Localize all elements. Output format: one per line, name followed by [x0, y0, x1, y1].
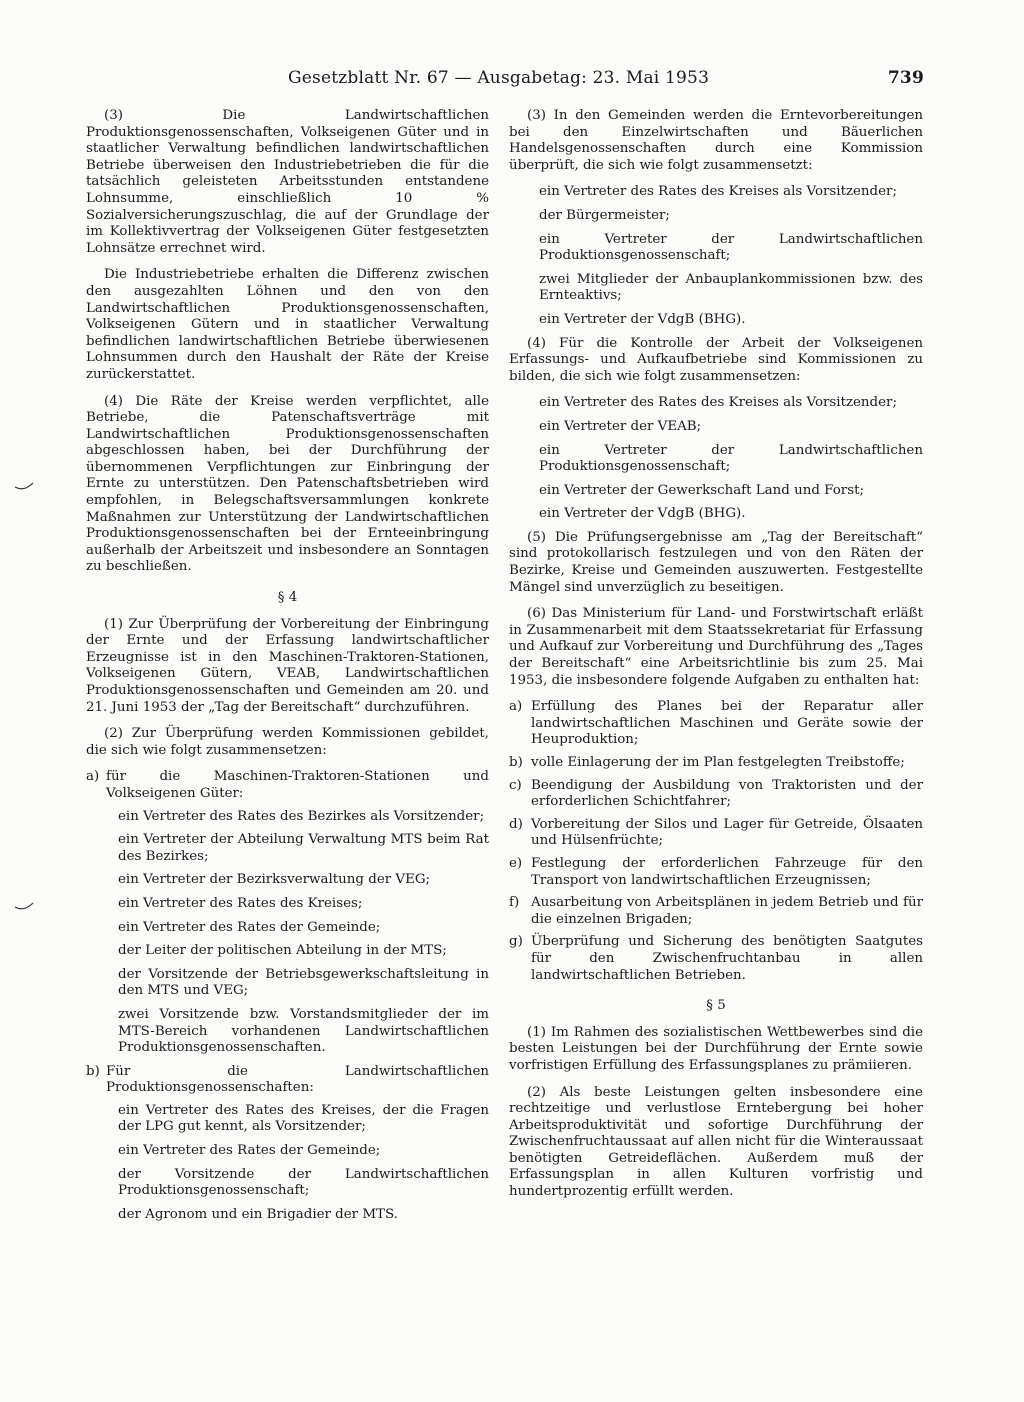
member-item: der Vorsitzende der Betriebsgewerkschaftsleitung in den MTS und VEG;: [118, 966, 489, 999]
member-item: ein Vertreter der Landwirtschaftlichen Produktionsgenossenschaft;: [539, 231, 923, 264]
paragraph: (2) Als beste Leistungen gelten insbesondere eine rechtzeitige und verlustlose Erntebergung bei hoher Arbeitsproduktivität und sofortige Durchführung der Zwischenfruchtaussaat auf allen nicht für die Winteraussaat benötigten Getreideflächen. Außerdem muß der Erfassungsplan in allen Kulturen vorfristig und hundertprozentig erfüllt werden.: [509, 1084, 923, 1200]
task-text: Ausarbeitung von Arbeitsplänen in jedem Betrieb und für die einzelnen Brigaden;: [531, 895, 923, 927]
task-text: Erfüllung des Planes bei der Reparatur aller landwirtschaftlichen Maschinen und Geräte sowie der Heuproduktion;: [531, 699, 923, 748]
member-item: der Leiter der politischen Abteilung in der MTS;: [118, 943, 447, 959]
right-column: [509, 108, 923, 1211]
paragraph: (5) Die Prüfungsergebnisse am „Tag der Bereitschaft“ sind protokollarisch festzulegen und von den Räten der Bezirke, Kreise und Gemeinden auszuwerten. Festgestellte Mängel sind unverzüglich zu beseitigen.: [509, 529, 923, 595]
task-marker: g): [509, 934, 523, 950]
page-number: 739: [887, 68, 924, 88]
paragraph: Die Industriebetriebe erhalten die Differenz zwischen den ausgezahlten Löhnen und den von den Landwirtschaftlichen Produktionsgenossenschaften, Volkseigenen Gütern und in staatlicher Verwaltung befindlichen landwirtschaftlichen Betriebe überwiesenen Lohnsummen durch den Haushalt der Räte der Kreise zurückerstattet.: [86, 267, 489, 382]
task-marker: e): [509, 855, 523, 871]
member-item: ein Vertreter des Rates des Bezirkes als Vorsitzender;: [118, 808, 485, 824]
member-item: ein Vertreter der Abteilung Verwaltung MTS beim Rat des Bezirkes;: [118, 832, 489, 864]
member-item: ein Vertreter des Rates der Gemeinde;: [118, 1143, 381, 1159]
task-marker: a): [509, 699, 523, 715]
task-item: [509, 934, 923, 984]
member-item: zwei Vorsitzende bzw. Vorstandsmitglieder der im MTS-Bereich vorhandenen Landwirtschaftlichen Produktionsgenossenschaften.: [118, 1006, 489, 1056]
task-item: [509, 699, 923, 749]
task-item: [509, 817, 923, 850]
task-text: Festlegung der erforderlichen Fahrzeuge für den Transport von landwirtschaftlichen Erzeugnissen;: [531, 855, 923, 888]
member-item: ein Vertreter des Rates der Gemeinde;: [118, 919, 381, 935]
paragraph: (1) Im Rahmen des sozialistischen Wettbewerbes sind die besten Leistungen bei der Durchführung der Ernte sowie vorfristigen Erfüllung des Erfassungsplanes zu prämiieren.: [509, 1024, 923, 1073]
section-heading-4: § 4: [277, 590, 298, 606]
task-marker: c): [509, 777, 522, 793]
task-text: Beendigung der Ausbildung von Traktoristen und der erforderlichen Schichtfahrer;: [531, 777, 923, 810]
task-marker: b): [509, 755, 523, 770]
task-item: [509, 755, 923, 772]
task-item: [509, 895, 923, 928]
member-item: zwei Mitglieder der Anbauplankommissionen bzw. des Ernteaktivs;: [539, 271, 923, 304]
member-item: ein Vertreter des Rates des Kreises als Vorsitzender;: [539, 395, 897, 411]
member-item: ein Vertreter der Landwirtschaftlichen Produktionsgenossenschaft;: [539, 442, 923, 475]
task-text: Überprüfung und Sicherung des benötigten Saatgutes für den Zwischenfruchtanbau in allen landwirtschaftlichen Betrieben.: [531, 934, 923, 983]
list-item: [86, 1064, 489, 1097]
list-marker: a): [86, 769, 100, 785]
member-item: ein Vertreter des Rates des Kreises;: [118, 895, 363, 911]
paragraph: (6) Das Ministerium für Land- und Forstwirtschaft erläßt in Zusammenarbeit mit dem Staatssekretariat für Erfassung und Aufkauf zur Vorbereitung und Durchführung des „Tages der Bereitschaft“ eine Arbeitsrichtlinie bis zum 25. Mai 1953, die insbesondere folgende Aufgaben zu enthalten hat:: [509, 606, 923, 688]
margin-mark-icon: [14, 902, 34, 912]
margin-mark-icon: [14, 482, 34, 492]
paragraph: (3) In den Gemeinden werden die Erntevorbereitungen bei den Einzelwirtschaften und Bäuerlichen Handelsgenossenschaften durch eine Kommission überprüft, die sich wie folgt zusammensetzt:: [509, 108, 923, 173]
paragraph: (2) Zur Überprüfung werden Kommissionen gebildet, die sich wie folgt zusammensetzen:: [86, 726, 489, 758]
paragraph: (1) Zur Überprüfung der Vorbereitung der Einbringung der Ernte und der Erfassung landwirtschaftlicher Erzeugnisse ist in den Maschinen-Traktoren-Stationen, Volkseigenen Gütern, VEAB, Landwirtschaftlichen Produktionsgenossenschaften und Gemeinden am 20. und 21. Juni 1953 der „Tag der Bereitschaft“ durchzuführen.: [86, 616, 489, 715]
list-marker: b): [86, 1063, 100, 1079]
member-item: ein Vertreter der Gewerkschaft Land und Forst;: [539, 482, 864, 498]
list-item: [86, 769, 489, 802]
task-marker: d): [509, 816, 523, 832]
paragraph: (4) Die Räte der Kreise werden verpflichtet, alle Betriebe, die Patenschaftsverträge mit Landwirtschaftlichen Produktionsgenossenschaften abgeschlossen haben, bei der Durchführung der übernommenen Verpflichtungen zur Einbringung der Ernte zu unterstützen. Den Patenschaftsbetrieben wird empfohlen, in Belegschaftsversammlungen konkrete Maßnahmen zur Unterstützung der Landwirtschaftlichen Produktionsgenossenschaften bei der Ernteeinbringung außerhalb der Arbeitszeit und insbesondere an Sonntagen zu beschließen.: [86, 393, 489, 575]
paragraph: (4) Für die Kontrolle der Arbeit der Volkseigenen Erfassungs- und Aufkaufbetriebe sind Kommissionen zu bilden, die sich wie folgt zusammensetzen:: [509, 335, 923, 384]
task-text: Vorbereitung der Silos und Lager für Getreide, Ölsaaten und Hülsenfrüchte;: [531, 816, 923, 849]
task-item: [509, 856, 923, 889]
left-column: [86, 108, 489, 1230]
member-item: der Vorsitzende der Landwirtschaftlichen Produktionsgenossenschaft;: [118, 1166, 489, 1199]
list-text: Für die Landwirtschaftlichen Produktionsgenossenschaften:: [106, 1063, 489, 1096]
task-item: [509, 778, 923, 811]
paragraph: (3) Die Landwirtschaftlichen Produktionsgenossenschaften, Volkseigenen Güter und in staatlicher Verwaltung befindlichen landwirtschaftlichen Betriebe überweisen den Industriebetrieben die für die tatsächlich geleisteten Arbeitsstunden entstandene Lohnsumme, einschließlich 10 % Sozialversicherungszuschlag, die auf der Grundlage der im Kollektivvertrag der Volkseigenen Güter festgesetzten Lohnsätze errechnet wird.: [86, 108, 489, 256]
member-item: ein Vertreter der Bezirksverwaltung der VEG;: [118, 872, 431, 888]
member-item: ein Vertreter der VdgB (BHG).: [539, 311, 746, 327]
member-item: ein Vertreter der VEAB;: [539, 418, 702, 434]
section-heading-5: § 5: [706, 998, 726, 1014]
list-text: für die Maschinen-Traktoren-Stationen und Volkseigenen Güter:: [106, 769, 489, 801]
member-item: der Bürgermeister;: [539, 207, 670, 223]
member-item: der Agronom und ein Brigadier der MTS.: [118, 1206, 398, 1222]
header-title: Gesetzblatt Nr. 67 — Ausgabetag: 23. Mai 1953: [288, 68, 710, 88]
member-item: ein Vertreter der VdgB (BHG).: [539, 506, 746, 522]
member-item: ein Vertreter des Rates des Kreises, der die Fragen der LPG gut kennt, als Vorsitzender;: [118, 1102, 489, 1135]
task-text: volle Einlagerung der im Plan festgelegten Treibstoffe;: [531, 755, 905, 770]
member-item: ein Vertreter des Rates des Kreises als Vorsitzender;: [539, 184, 897, 200]
task-marker: f): [509, 895, 520, 911]
